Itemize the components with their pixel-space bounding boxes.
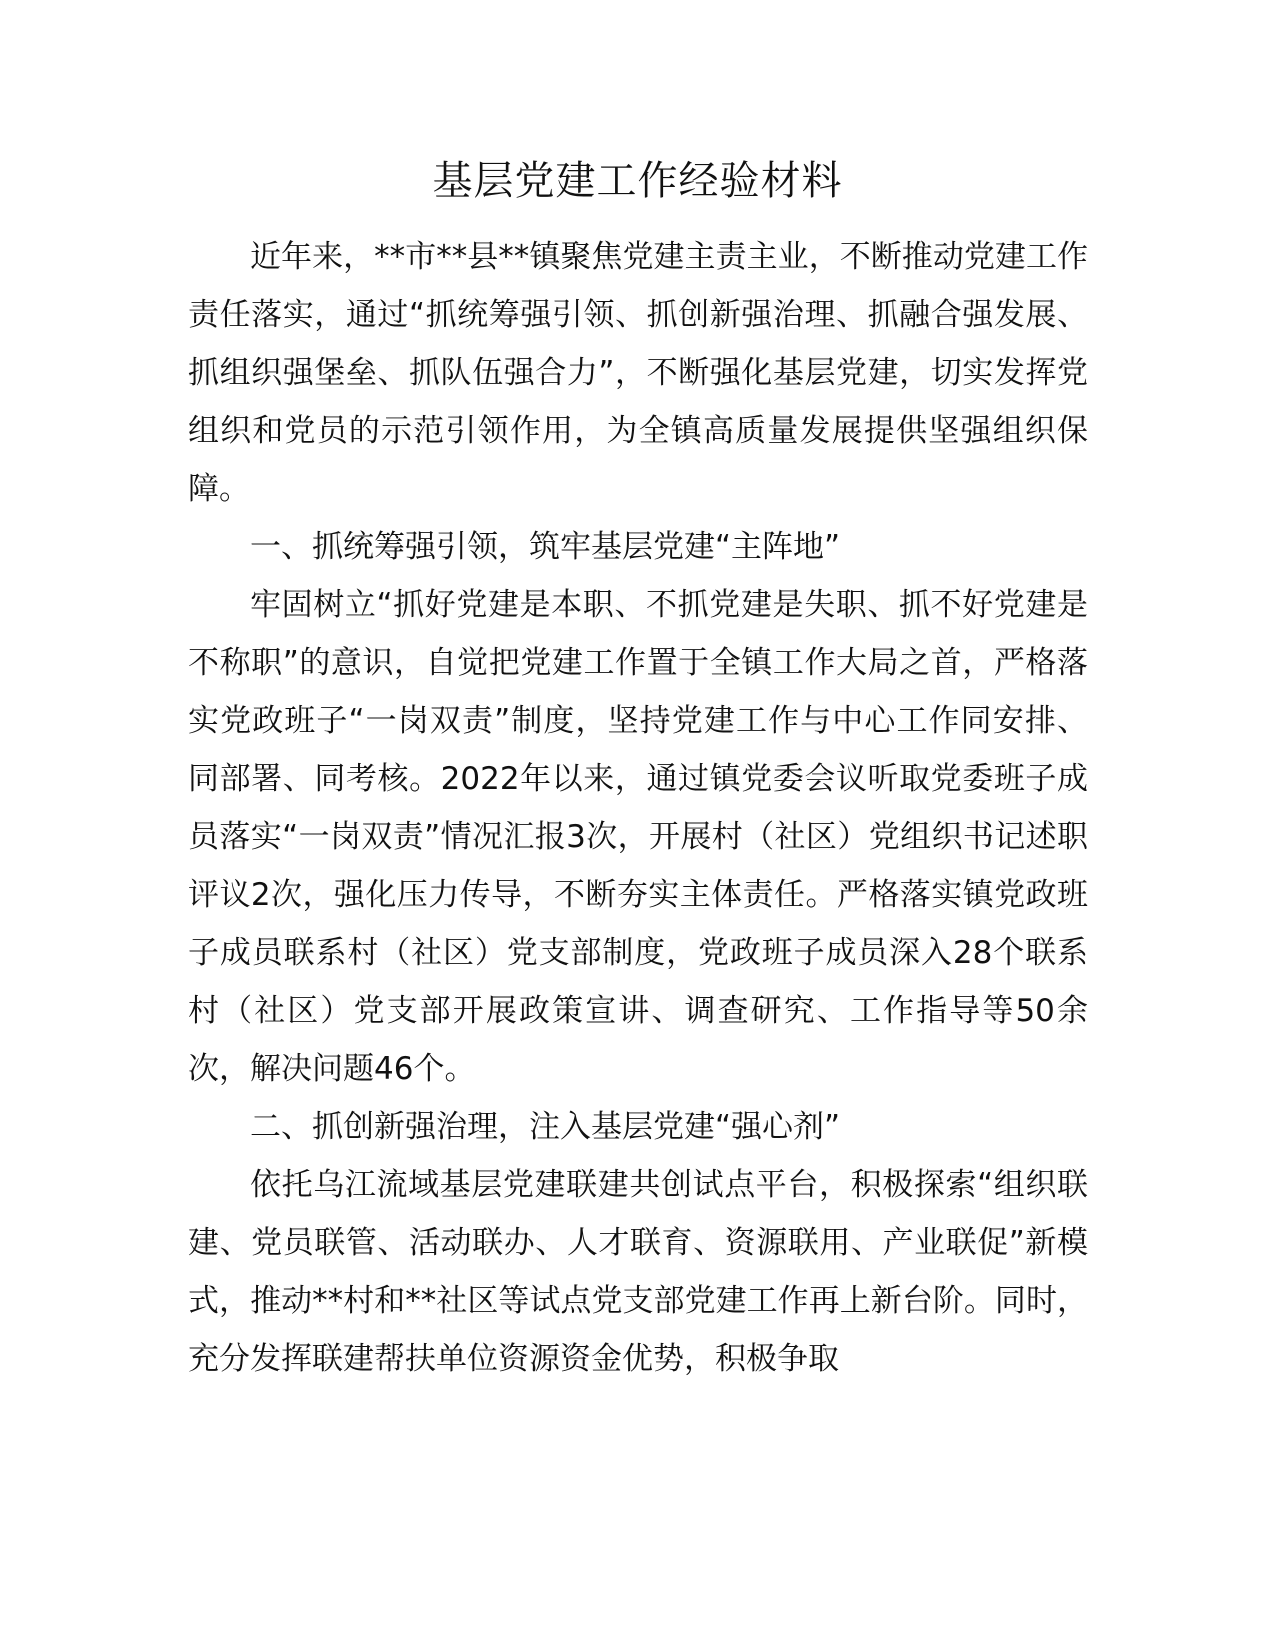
document-body xyxy=(188,228,1088,1388)
paragraph-intro: 近年来，**市**县**镇聚焦党建主责主业，不断推动党建工作责任落实，通过“抓统筹强引领、抓创新强治理、抓融合强发展、抓组织强堡垒、抓队伍强合力”，不断强化基层党建，切实发挥党组织和党员的示范引领作用，为全镇高质量发展提供坚强组织保障。 xyxy=(188,239,1088,507)
paragraph-section-1: 牢固树立“抓好党建是本职、不抓党建是失职、抓不好党建是不称职”的意识，自觉把党建工作置于全镇工作大局之首，严格落实党政班子“一岗双责”制度，坚持党建工作与中心工作同安排、同部署、同考核。2022年以来，通过镇党委会议听取党委班子成员落实“一岗双责”情况汇报3次，开展村（社区）党组织书记述职评议2次，强化压力传导，不断夯实主体责任。严格落实镇党政班子成员联系村（社区）党支部制度，党政班子成员深入28个联系村（社区）党支部开展政策宣讲、调查研究、工作指导等50余次，解决问题46个。 xyxy=(188,587,1088,1087)
paragraph-section-2: 依托乌江流域基层党建联建共创试点平台，积极探索“组织联建、党员联管、活动联办、人才联育、资源联用、产业联促”新模式，推动**村和**社区等试点党支部党建工作再上新台阶。同时，充分发挥联建帮扶单位资源资金优势，积极争取 xyxy=(188,1167,1088,1377)
section-heading-2: 二、抓创新强治理，注入基层党建“强心剂” xyxy=(250,1109,841,1145)
document-title: 基层党建工作经验材料 xyxy=(432,158,843,204)
section-heading-1: 一、抓统筹强引领，筑牢基层党建“主阵地” xyxy=(250,529,841,565)
